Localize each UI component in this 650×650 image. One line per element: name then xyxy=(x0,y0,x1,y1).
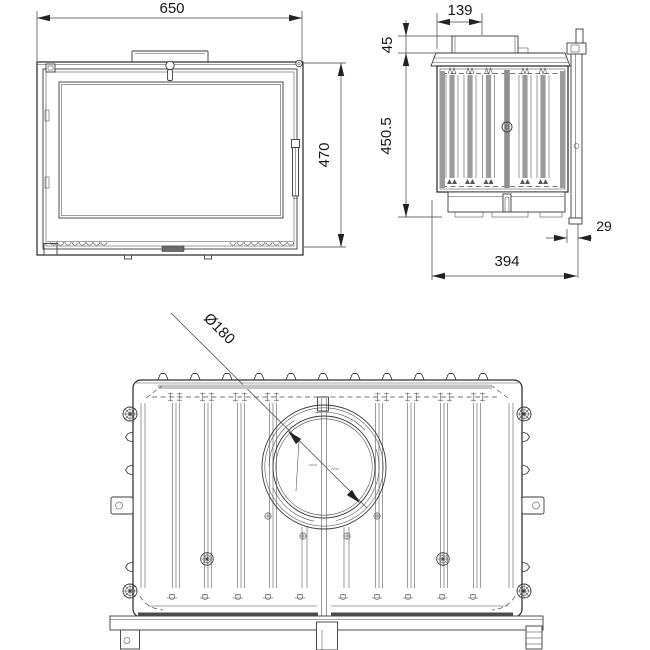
frame-depth-dimension xyxy=(546,218,612,278)
door-handle xyxy=(292,140,300,199)
door-latch xyxy=(46,64,55,72)
front-height-dimension xyxy=(304,63,346,247)
hinge-pin-icon xyxy=(296,60,302,66)
side-view xyxy=(378,2,612,280)
front-door-frame xyxy=(43,69,297,249)
front-flue-collar xyxy=(132,51,208,62)
top-ribs xyxy=(141,403,513,588)
corner-rosettes xyxy=(123,407,531,598)
front-width-label: 650 xyxy=(159,0,185,17)
body-height-label: 450.5 xyxy=(378,117,395,155)
side-body xyxy=(437,66,568,192)
flue-opening xyxy=(254,397,395,616)
front-view xyxy=(37,0,346,259)
front-bar xyxy=(110,616,543,650)
front-outer-frame xyxy=(37,62,303,255)
flue-diameter-dimension xyxy=(171,310,367,508)
frame-depth-label: 29 xyxy=(596,218,612,234)
side-front-frame xyxy=(567,29,586,224)
flue-diameter-label: Ø180 xyxy=(200,309,239,348)
collar-height-label: 45 xyxy=(379,36,396,54)
mid-rosettes xyxy=(201,553,450,566)
flue-offset-label: 139 xyxy=(447,2,473,19)
air-control-knob xyxy=(166,61,174,80)
front-glass xyxy=(59,82,283,218)
bottom-vents xyxy=(47,242,294,246)
ash-pan xyxy=(448,192,565,217)
bottom-fastener-row xyxy=(167,594,478,599)
top-view xyxy=(110,310,544,650)
front-width-dimension xyxy=(37,0,302,61)
side-flue-collar xyxy=(452,36,518,53)
depth-label: 394 xyxy=(494,253,520,270)
brand-plate xyxy=(162,246,184,252)
front-height-label: 470 xyxy=(316,142,333,168)
top-body xyxy=(133,374,522,618)
left-hinges xyxy=(45,110,49,188)
